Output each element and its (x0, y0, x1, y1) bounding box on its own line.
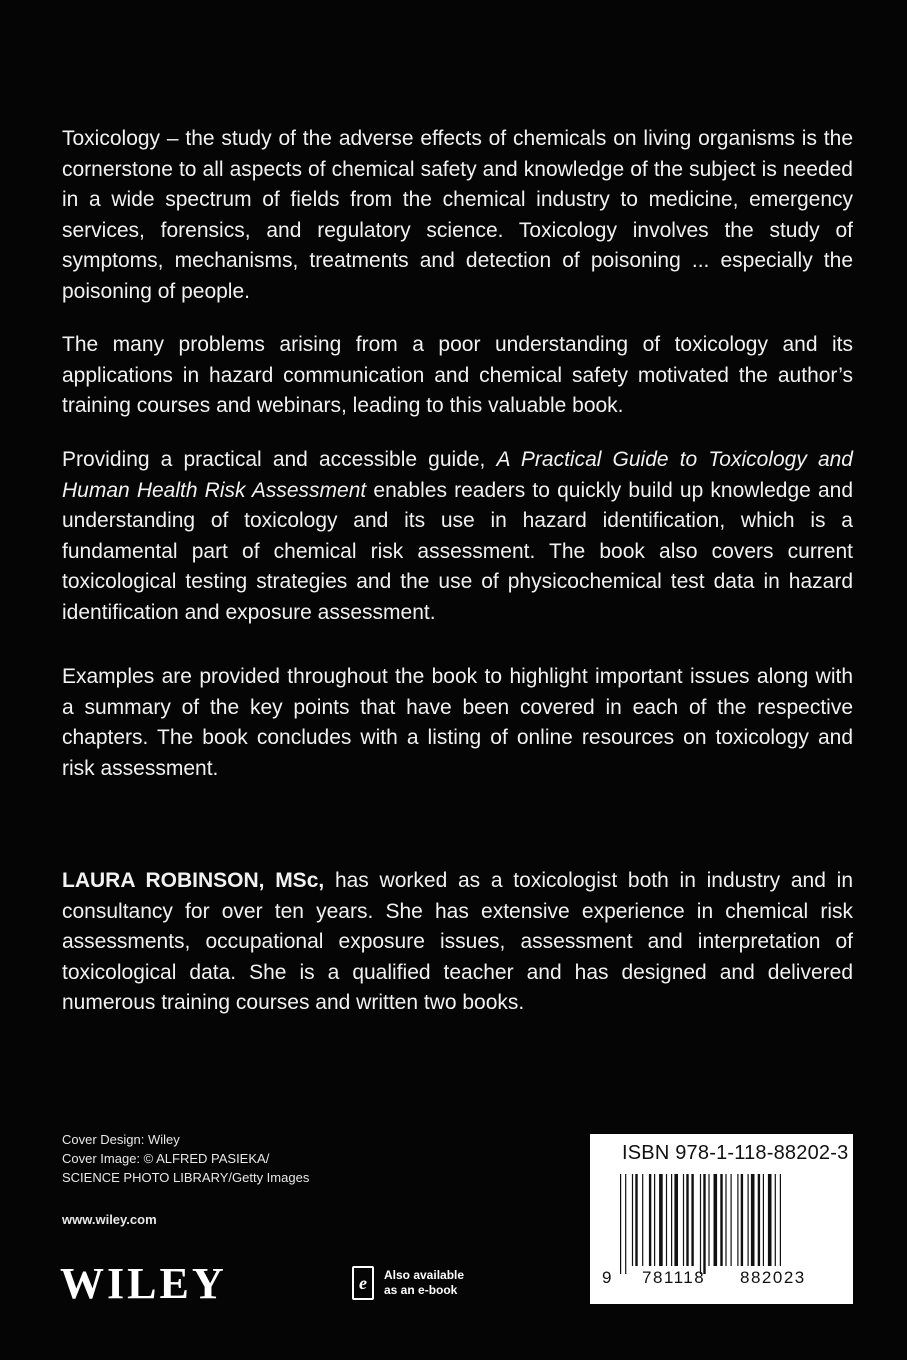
cover-design-credit: Cover Design: Wiley (62, 1132, 180, 1147)
barcode-bar (674, 1174, 678, 1266)
barcode-bar (620, 1174, 621, 1274)
cover-credits (62, 1130, 309, 1187)
barcode-digits-left: 781118 (642, 1268, 706, 1287)
wiley-logo: WILEY (60, 1259, 227, 1308)
barcode-bar (758, 1174, 760, 1266)
barcode-bar (635, 1174, 637, 1266)
barcode-bar (737, 1174, 738, 1266)
barcode-bar (708, 1174, 709, 1266)
barcode-bar (700, 1174, 701, 1274)
barcode-bar (654, 1174, 655, 1266)
barcode-bar (683, 1174, 684, 1266)
barcode-bar (649, 1174, 651, 1266)
barcode-bar (686, 1174, 688, 1266)
barcode-bar (780, 1174, 781, 1266)
barcode-bar (748, 1174, 749, 1266)
barcode-bar (625, 1174, 626, 1274)
description-paragraph-2: The many problems arising from a poor understanding of toxicology and its applications in hazard communication and chemical safety motivated the author’s training courses and webinars, leading to this valuable book. (62, 333, 853, 417)
barcode-bar (720, 1174, 722, 1266)
barcode-bar (725, 1174, 726, 1266)
barcode-bar (768, 1174, 772, 1266)
cover-image-credit-line1: Cover Image: © ALFRED PASIEKA/ (62, 1151, 270, 1166)
paragraph-3-rest: enables readers to quickly build up knowledge and understanding of toxicology and its use in hazard identification, which is a fundamental part of chemical risk assessment. The book also covers current toxicological testing strategies and the use of physicochemical test data in hazard identification and exposure assessment. (62, 478, 853, 624)
publisher-website: www.wiley.com (62, 1212, 157, 1227)
description-paragraph-1: Toxicology – the study of the adverse effects of chemicals on living organisms is the cornerstone to all aspects of chemical safety and knowledge of the subject is needed in a wide spectrum of fields from the chemical industry to medicine, emergency services, forensics, and regulatory science. Toxicology involves the study of symptoms, mechanisms, treatments and detection of poisoning ... especially the poisoning of people. (62, 127, 853, 303)
barcode-bar (671, 1174, 672, 1266)
barcode-bar (691, 1174, 693, 1266)
book-title: A Practical Guide to Toxicology and Human Health Risk Assessment (62, 448, 853, 502)
cover-image-credit-line2: SCIENCE PHOTO LIBRARY/Getty Images (62, 1170, 310, 1185)
barcode-bar (642, 1174, 643, 1266)
barcode-bar (714, 1174, 718, 1266)
barcode-digits (590, 1268, 853, 1298)
barcode-bar (763, 1174, 764, 1266)
barcode-digits-right: 882023 (740, 1268, 806, 1287)
ebook-line1: Also available (384, 1268, 465, 1282)
isbn-barcode-box (590, 1134, 853, 1304)
barcode-bar (659, 1174, 663, 1266)
description-paragraph-3 (62, 445, 853, 628)
barcode-bar (666, 1174, 667, 1266)
description-paragraph-4: Examples are provided throughout the book to highlight important issues along with a summary of the key points that have been covered in each of the respective chapters. The book concludes with a listing of online resources on toxicology and risk assessment. (62, 665, 853, 780)
barcode-bar (731, 1174, 732, 1266)
author-name: LAURA ROBINSON, MSc, (62, 869, 325, 892)
barcode-digit-lead: 9 (602, 1268, 612, 1287)
ebook-text (384, 1268, 464, 1298)
author-bio (62, 866, 853, 1019)
author-bio-text: has worked as a toxicologist both in industry and in consultancy for over ten years. She has extensive experience in chemical risk assessments, occupational exposure issues, assessment and interpretation of toxicological data. She is a qualified teacher and has designed and delivered numerous training courses and written two books. (62, 869, 853, 1014)
ebook-notice (352, 1266, 464, 1300)
e-book-icon: e (352, 1266, 374, 1300)
isbn-label: ISBN 978-1-118-88202-3 (622, 1142, 849, 1164)
barcode-bar (775, 1174, 776, 1266)
ebook-line2: as an e-book (384, 1283, 458, 1297)
barcode-bar (741, 1174, 743, 1266)
barcode-bar (632, 1174, 633, 1266)
paragraph-3-intro: Providing a practical and accessible guide, (62, 448, 486, 471)
barcode (620, 1174, 824, 1274)
barcode-bar (703, 1174, 705, 1274)
barcode-bar (751, 1174, 755, 1266)
